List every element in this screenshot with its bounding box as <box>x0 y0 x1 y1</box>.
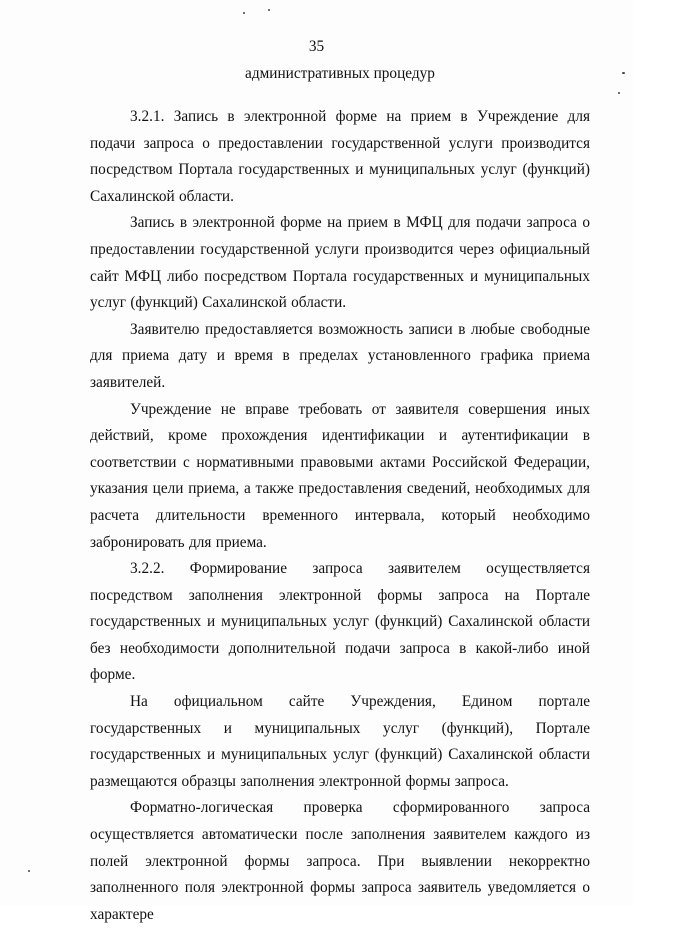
scan-speck <box>268 9 270 11</box>
paragraph-form-samples: На официальном сайте Учреждения, Едином портале государственных и муниципальных услуг (функций), Портале государственных и муниципальных услуг (функций) Сахалинской области размещаются образцы заполнения электронной формы запроса. <box>90 693 590 790</box>
scan-speck <box>28 870 30 872</box>
scan-speck <box>618 92 620 94</box>
paragraph-restrictions: Учреждение не вправе требовать от заявителя совершения иных действий, кроме прохождения идентификации и аутентификации в соответствии с нормативными правовыми актами Российской Федерации, указания цели приема, а также предоставления сведений, необходимых для расчета длительности временного интервала, который необходимо забронировать для приема. <box>90 400 590 551</box>
paragraph-3-2-2: 3.2.2. Формирование запроса заявителем осуществляется посредством заполнения электронной формы запроса на Портале государственных и муниципальных услуг (функций) Сахалинской области без необходимости дополнительной подачи запроса в какой-либо иной форме. <box>90 560 590 684</box>
page-number: 35 <box>308 38 325 55</box>
running-header: административных процедур <box>245 65 435 82</box>
body-text <box>90 104 590 928</box>
paragraph-3-2-1: 3.2.1. Запись в электронной форме на прием в Учреждение для подачи запроса о предоставлении государственной услуги производится посредством Портала государственных и муниципальных услуг (функций) Сахалинской области. <box>90 108 590 205</box>
paragraph-format-check: Форматно-логическая проверка сформированного запроса осуществляется автоматически после заполнения заявителем каждого из полей электронной формы запроса. При выявлении некорректно заполненного поля электронной формы запроса заявитель уведомляется о характере <box>90 799 590 923</box>
scan-speck <box>243 12 245 14</box>
paragraph-mfc-booking: Запись в электронной форме на прием в МФЦ для подачи запроса о предоставлении государственной услуги производится через официальный сайт МФЦ либо посредством Портала государственных и муниципальных услуг (функций) Сахалинской области. <box>90 214 590 312</box>
paragraph-booking-options: Заявителю предоставляется возможность записи в любые свободные для приема дату и время в пределах установленного графика приема заявителей. <box>90 320 590 391</box>
scan-speck <box>622 72 625 74</box>
